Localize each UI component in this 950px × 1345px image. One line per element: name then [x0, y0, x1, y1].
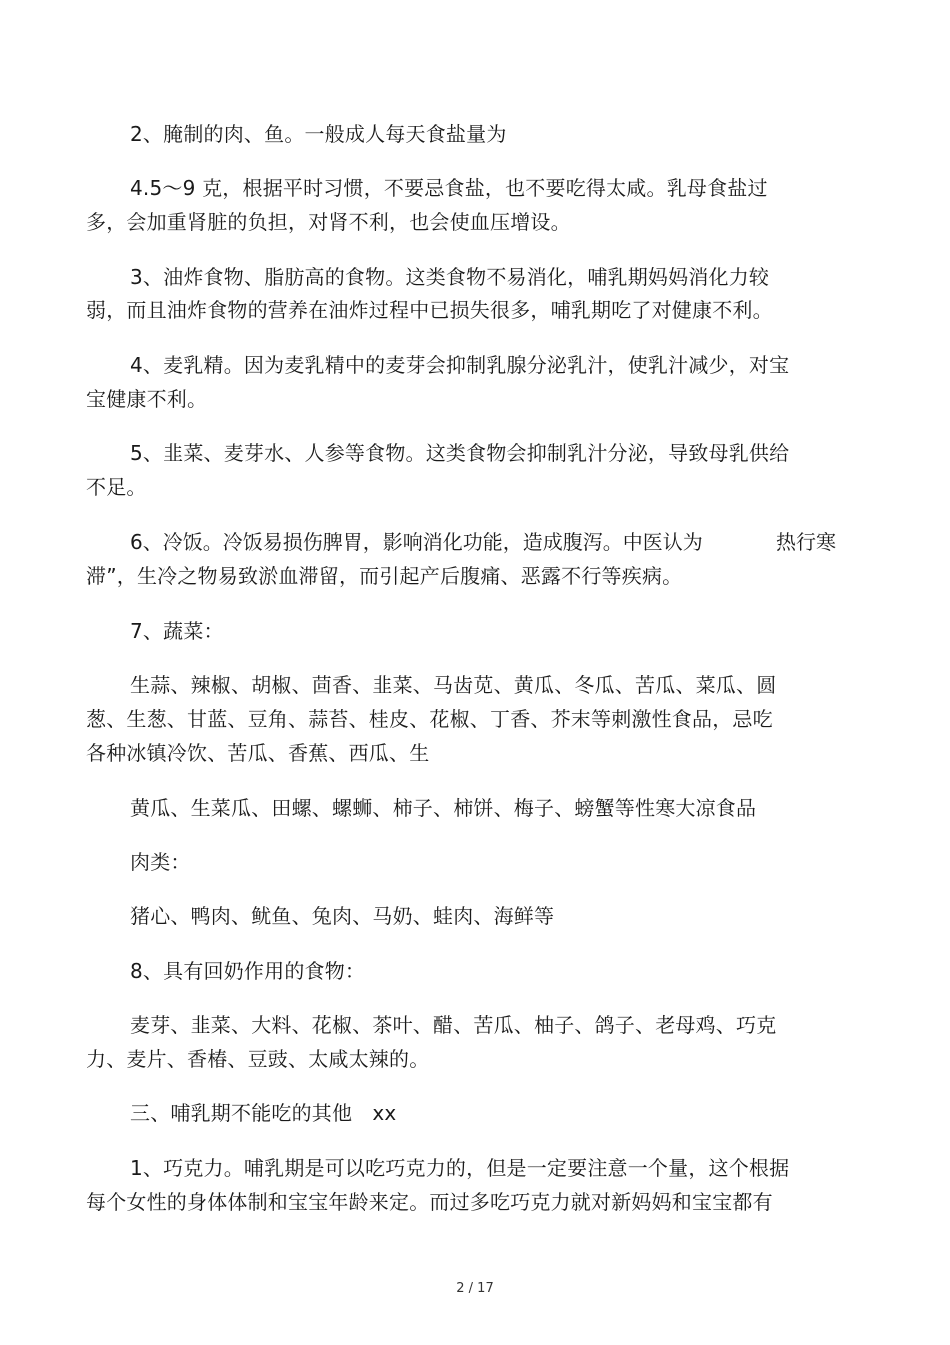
- paragraph-line: 生蒜、辣椒、胡椒、茴香、韭菜、马齿苋、黄瓜、冬瓜、苦瓜、菜瓜、圆: [130, 673, 777, 697]
- paragraph-line: 5、韭菜、麦芽水、人参等食物。这类食物会抑制乳汁分泌，导致母乳供给: [130, 441, 790, 465]
- paragraph-line: 力、麦片、香椿、豆豉、太咸太辣的。: [86, 1047, 430, 1071]
- section-heading: 8、具有回奶作用的食物：: [130, 959, 366, 983]
- paragraph-line: 猪心、鸭肉、鱿鱼、兔肉、马奶、蛙肉、海鲜等: [130, 904, 555, 928]
- paragraph-line: 滞”，生冷之物易致淤血滞留，而引起产后腹痛、恶露不行等疾病。: [86, 564, 683, 588]
- page-number: 2 / 17: [456, 1281, 494, 1296]
- paragraph-line: 不足。: [86, 475, 147, 499]
- paragraph-line: 2、腌制的肉、鱼。一般成人每天食盐量为: [130, 122, 507, 146]
- section-heading: 肉类：: [130, 850, 191, 874]
- section-heading: 三、哺乳期不能吃的其他 xx: [130, 1101, 397, 1125]
- paragraph-line: 宝健康不利。: [86, 387, 208, 411]
- paragraph-line: 麦芽、韭菜、大料、花椒、茶叶、醋、苦瓜、柚子、鸽子、老母鸡、巧克: [130, 1013, 777, 1037]
- paragraph-line: 葱、生葱、甘蓝、豆角、蒜苔、桂皮、花椒、丁香、芥末等刺激性食品，忌吃: [86, 707, 773, 731]
- paragraph-line: 4、麦乳精。因为麦乳精中的麦芽会抑制乳腺分泌乳汁，使乳汁减少，对宝: [130, 353, 790, 377]
- paragraph-line: 3、油炸食物、脂肪高的食物。这类食物不易消化，哺乳期妈妈消化力较: [130, 265, 770, 289]
- paragraph-line: 4.5～9 克，根据平时习惯，不要忌食盐，也不要吃得太咸。乳母食盐过: [130, 176, 768, 200]
- paragraph-line: 弱，而且油炸食物的营养在油炸过程中已损失很多，哺乳期吃了对健康不利。: [86, 298, 773, 322]
- paragraph-line: 6、冷饭。冷饭易损伤脾胃，影响消化功能，造成腹泻。中医认为: [130, 530, 703, 554]
- section-heading: 7、蔬菜：: [130, 619, 224, 643]
- paragraph-line: 多，会加重肾脏的负担，对肾不利，也会使血压增设。: [86, 210, 571, 234]
- paragraph-line: 各种冰镇冷饮、苦瓜、香蕉、西瓜、生: [86, 741, 430, 765]
- paragraph-line: 每个女性的身体体制和宝宝年龄来定。而过多吃巧克力就对新妈妈和宝宝都有: [86, 1190, 773, 1214]
- paragraph-line: 黄瓜、生菜瓜、田螺、螺蛳、柿子、柿饼、梅子、螃蟹等性寒大凉食品: [130, 796, 757, 820]
- paragraph-line: 1、巧克力。哺乳期是可以吃巧克力的，但是一定要注意一个量，这个根据: [130, 1156, 790, 1180]
- paragraph-line-fragment: 热行寒: [776, 530, 836, 554]
